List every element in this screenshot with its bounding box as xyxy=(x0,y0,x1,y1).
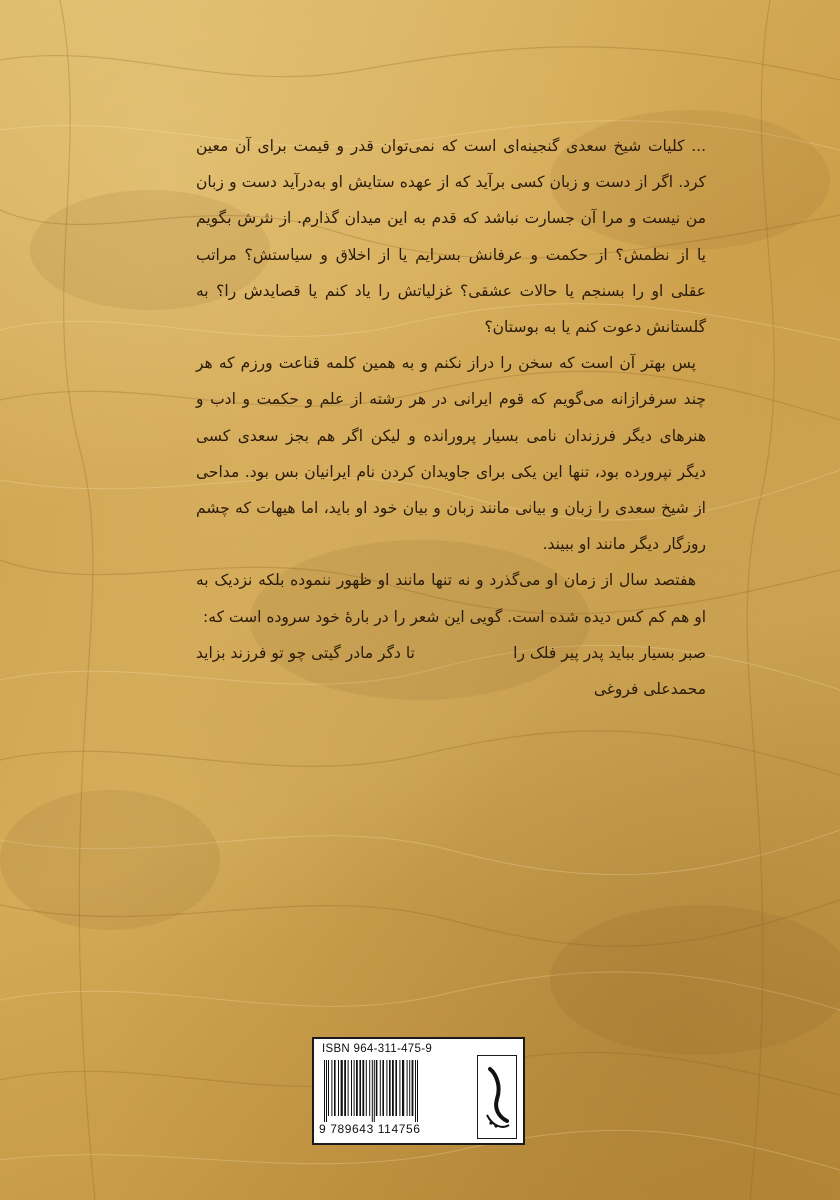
barcode-bar xyxy=(407,1060,408,1116)
barcode-bar xyxy=(395,1060,397,1116)
barcode-bar xyxy=(412,1060,414,1116)
barcode-bar xyxy=(409,1060,410,1116)
barcode-bar xyxy=(415,1060,416,1122)
barcode-bar xyxy=(386,1060,387,1116)
barcode-bar xyxy=(389,1060,391,1116)
barcode-bar xyxy=(392,1060,394,1116)
barcode-bar xyxy=(356,1060,358,1116)
barcode-bar xyxy=(369,1060,370,1116)
barcode-bar xyxy=(399,1060,400,1116)
barcode-bar xyxy=(328,1060,329,1116)
barcode-bar xyxy=(380,1060,381,1116)
verse xyxy=(196,635,706,671)
barcode-bar xyxy=(344,1060,346,1116)
barcode-bar xyxy=(354,1060,355,1116)
barcode-bar xyxy=(341,1060,343,1116)
paragraph-1: ... کلیات شیخ سعدی گنجینه‌ای است که نمی‌توان قدر و قیمت برای آن معین کرد. اگر از دست و زبان کسی برآید که از عهده ستایش او به‌درآید دست و زبان من نیست و مرا آن جسارت نباشد که قدم به این میدان گذارم. از نثرش بگویم یا از نظمش؟ از حکمت و عرفانش بسرایم یا از اخلاق و سیاستش؟ مراتب عقلی او را بسنجم یا حالات عشقی؟ غزلیاتش را یاد کنم یا قصایدش را؟ به گلستانش دعوت کنم یا به بوستان؟ xyxy=(196,137,706,337)
paragraph-3: هفتصد سال از زمان او می‌گذرد و نه تنها مانند او ظهور ننموده بلکه نزدیک به او هم کم کس دیده شده است. گویی این شعر را در بارهٔ خود سروده است که: xyxy=(196,571,706,626)
barcode-bar xyxy=(338,1060,339,1116)
barcode-bar xyxy=(366,1060,367,1116)
back-cover-text xyxy=(196,128,706,707)
barcode-bar xyxy=(417,1060,418,1122)
verse-hemistich-2: تا دگر مادر گیتی چو تو فرزند بزاید xyxy=(196,643,415,662)
barcode-bar xyxy=(402,1060,404,1116)
publisher-logo-icon xyxy=(477,1055,517,1139)
barcode-bar xyxy=(326,1060,327,1122)
barcode-bar xyxy=(324,1060,325,1122)
barcode-bar xyxy=(376,1060,378,1116)
barcode-bar xyxy=(382,1060,384,1116)
barcode-bars xyxy=(322,1060,472,1122)
barcode-bar xyxy=(374,1060,375,1122)
barcode-bar xyxy=(331,1060,332,1116)
barcode-bar xyxy=(348,1060,349,1116)
paragraph-2: پس بهتر آن است که سخن را دراز نکنم و به همین کلمه قناعت ورزم که هر چند سرفرازانه می‌گویم که قوم ایرانی در هر رشته از علم و حکمت و ادب و هنرهای دیگر فرزندان نامی بسیار پرورانده و لیکن اگر هم بجز سعدی کسی دیگر نپرورده بود، تنها این یکی برای جاویدان کردن نام ایرانیان بس بود. مداحی از شیخ سعدی را زبان و بیانی مانند زبان و بیان خود او باید، اما هیهات که چشم روزگار دیگر مانند او ببیند. xyxy=(196,354,706,554)
barcode-bar xyxy=(334,1060,336,1116)
author-signature: محمدعلی فروغی xyxy=(593,679,706,698)
barcode-bar xyxy=(351,1060,352,1116)
isbn-label: ISBN 964-311-475-9 xyxy=(322,1043,433,1055)
verse-hemistich-1: صبر بسیار بباید پدر پیر فلک را xyxy=(513,643,706,662)
barcode-bar xyxy=(359,1060,361,1116)
barcode-bar xyxy=(372,1060,373,1122)
barcode-digits: 9 789643 114756 xyxy=(319,1122,421,1136)
barcode-bar xyxy=(362,1060,364,1116)
isbn-barcode-box xyxy=(312,1037,525,1145)
